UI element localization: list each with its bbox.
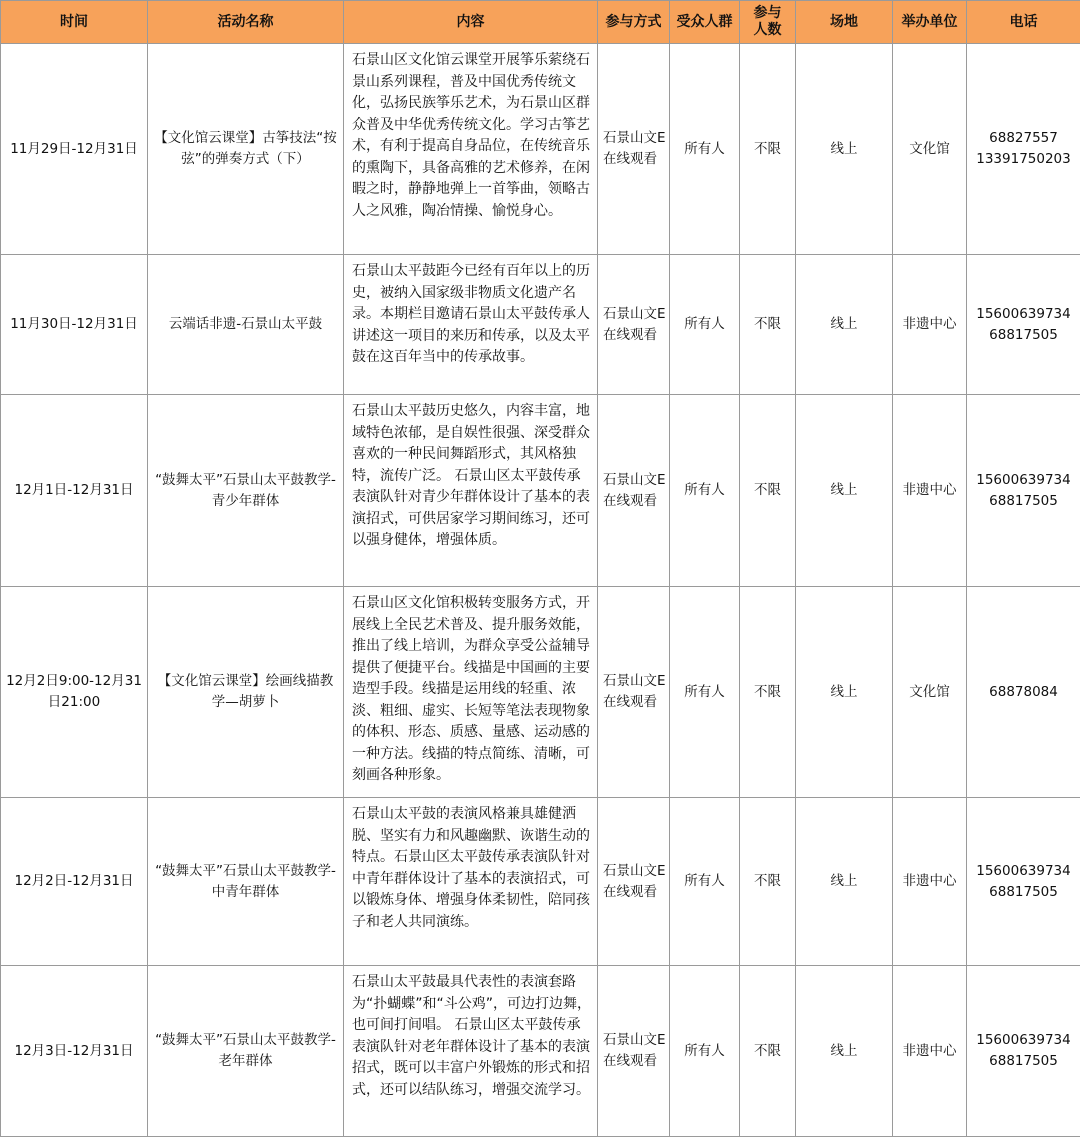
- cell-participant-count: 不限: [740, 44, 796, 255]
- cell-organizer: 文化馆: [893, 587, 967, 798]
- cell-phone: 15600639734 68817505: [967, 798, 1080, 966]
- cell-venue: 线上: [796, 798, 893, 966]
- cell-venue: 线上: [796, 587, 893, 798]
- cell-participant-count: 不限: [740, 798, 796, 966]
- cell-organizer: 非遗中心: [893, 798, 967, 966]
- cell-activity-name: 【文化馆云课堂】古筝技法“按弦”的弹奏方式（下）: [148, 44, 344, 255]
- cell-time: 12月3日-12月31日: [1, 966, 148, 1137]
- cell-activity-name: “鼓舞太平”石景山太平鼓教学-中青年群体: [148, 798, 344, 966]
- cell-activity-name: “鼓舞太平”石景山太平鼓教学-老年群体: [148, 966, 344, 1137]
- cell-organizer: 非遗中心: [893, 966, 967, 1137]
- table-row: [1, 395, 1080, 587]
- header-venue: 场地: [796, 1, 893, 44]
- table-row: [1, 255, 1080, 395]
- cell-time: 12月2日9:00-12月31日21:00: [1, 587, 148, 798]
- cell-phone: 15600639734 68817505: [967, 395, 1080, 587]
- cell-organizer: 非遗中心: [893, 395, 967, 587]
- table-row: [1, 44, 1080, 255]
- cell-time: 12月2日-12月31日: [1, 798, 148, 966]
- cell-audience: 所有人: [670, 966, 740, 1137]
- cell-activity-name: “鼓舞太平”石景山太平鼓教学-青少年群体: [148, 395, 344, 587]
- cell-participant-count: 不限: [740, 255, 796, 395]
- cell-participation-mode: 石景山文E 在线观看: [598, 798, 670, 966]
- header-activity-name: 活动名称: [148, 1, 344, 44]
- cell-content: 石景山太平鼓距今已经有百年以上的历史，被纳入国家级非物质文化遗产名录。本期栏目邀请石景山太平鼓传承人讲述这一项目的来历和传承，以及太平鼓在这百年当中的传承故事。: [344, 255, 598, 395]
- cell-audience: 所有人: [670, 587, 740, 798]
- cell-activity-name: 【文化馆云课堂】绘画线描教学—胡萝卜: [148, 587, 344, 798]
- cell-content: 石景山太平鼓最具代表性的表演套路为“扑蝴蝶”和“斗公鸡”，可边打边舞，也可间打间唱。 石景山区太平鼓传承表演队针对老年群体设计了基本的表演招式，既可以丰富户外锻炼的形式和招式，还可以结队练习，增强交流学习。: [344, 966, 598, 1137]
- cell-audience: 所有人: [670, 395, 740, 587]
- cell-participant-count: 不限: [740, 587, 796, 798]
- cell-time: 11月29日-12月31日: [1, 44, 148, 255]
- cell-audience: 所有人: [670, 255, 740, 395]
- header-organizer: 举办单位: [893, 1, 967, 44]
- cell-audience: 所有人: [670, 44, 740, 255]
- cell-time: 11月30日-12月31日: [1, 255, 148, 395]
- cell-participation-mode: 石景山文E 在线观看: [598, 966, 670, 1137]
- header-content: 内容: [344, 1, 598, 44]
- header-row: [1, 1, 1080, 44]
- cell-phone: 68827557 13391750203: [967, 44, 1080, 255]
- table-row: [1, 798, 1080, 966]
- cell-participation-mode: 石景山文E 在线观看: [598, 44, 670, 255]
- cell-activity-name: 云端话非遗-石景山太平鼓: [148, 255, 344, 395]
- header-phone: 电话: [967, 1, 1080, 44]
- cell-content: 石景山区文化馆积极转变服务方式，开展线上全民艺术普及、提升服务效能，推出了线上培训，为群众享受公益辅导提供了便捷平台。线描是中国画的主要造型手段。线描是运用线的轻重、浓淡、粗细、虚实、长短等笔法表现物象的体积、形态、质感、量感、运动感的一种方法。线描的特点简练、清晰，可刻画各种形象。: [344, 587, 598, 798]
- cell-phone: 68878084: [967, 587, 1080, 798]
- header-audience: 受众人群: [670, 1, 740, 44]
- header-time: 时间: [1, 1, 148, 44]
- table-row: [1, 587, 1080, 798]
- header-participation-mode: 参与方式: [598, 1, 670, 44]
- cell-time: 12月1日-12月31日: [1, 395, 148, 587]
- cell-participant-count: 不限: [740, 395, 796, 587]
- cell-participant-count: 不限: [740, 966, 796, 1137]
- cell-venue: 线上: [796, 44, 893, 255]
- cell-content: 石景山太平鼓历史悠久，内容丰富，地域特色浓郁，是自娱性很强、深受群众喜欢的一种民间舞蹈形式，其风格独特，流传广泛。 石景山区太平鼓传承表演队针对青少年群体设计了基本的表演招式，可供居家学习期间练习，还可以强身健体，增强体质。: [344, 395, 598, 587]
- cell-participation-mode: 石景山文E 在线观看: [598, 587, 670, 798]
- cell-participation-mode: 石景山文E 在线观看: [598, 255, 670, 395]
- header-participant-count: 参与 人数: [740, 1, 796, 44]
- table-row: [1, 966, 1080, 1137]
- cell-venue: 线上: [796, 395, 893, 587]
- cell-participation-mode: 石景山文E 在线观看: [598, 395, 670, 587]
- cell-content: 石景山太平鼓的表演风格兼具雄健洒脱、坚实有力和风趣幽默、诙谐生动的特点。石景山区太平鼓传承表演队针对中青年群体设计了基本的表演招式，可以锻炼身体、增强身体柔韧性，陪同孩子和老人共同演练。: [344, 798, 598, 966]
- cell-organizer: 文化馆: [893, 44, 967, 255]
- cell-audience: 所有人: [670, 798, 740, 966]
- cell-organizer: 非遗中心: [893, 255, 967, 395]
- cell-venue: 线上: [796, 255, 893, 395]
- cell-phone: 15600639734 68817505: [967, 966, 1080, 1137]
- cell-phone: 15600639734 68817505: [967, 255, 1080, 395]
- cell-venue: 线上: [796, 966, 893, 1137]
- cell-content: 石景山区文化馆云课堂开展筝乐萦绕石景山系列课程，普及中国优秀传统文化，弘扬民族筝乐艺术，为石景山区群众普及中华优秀传统文化。学习古筝艺术，有利于提高自身品位，在传统音乐的熏陶下，具备高雅的艺术修养，在闲暇之时，静静地弹上一首筝曲，领略古人之风雅，陶冶情操、愉悦身心。: [344, 44, 598, 255]
